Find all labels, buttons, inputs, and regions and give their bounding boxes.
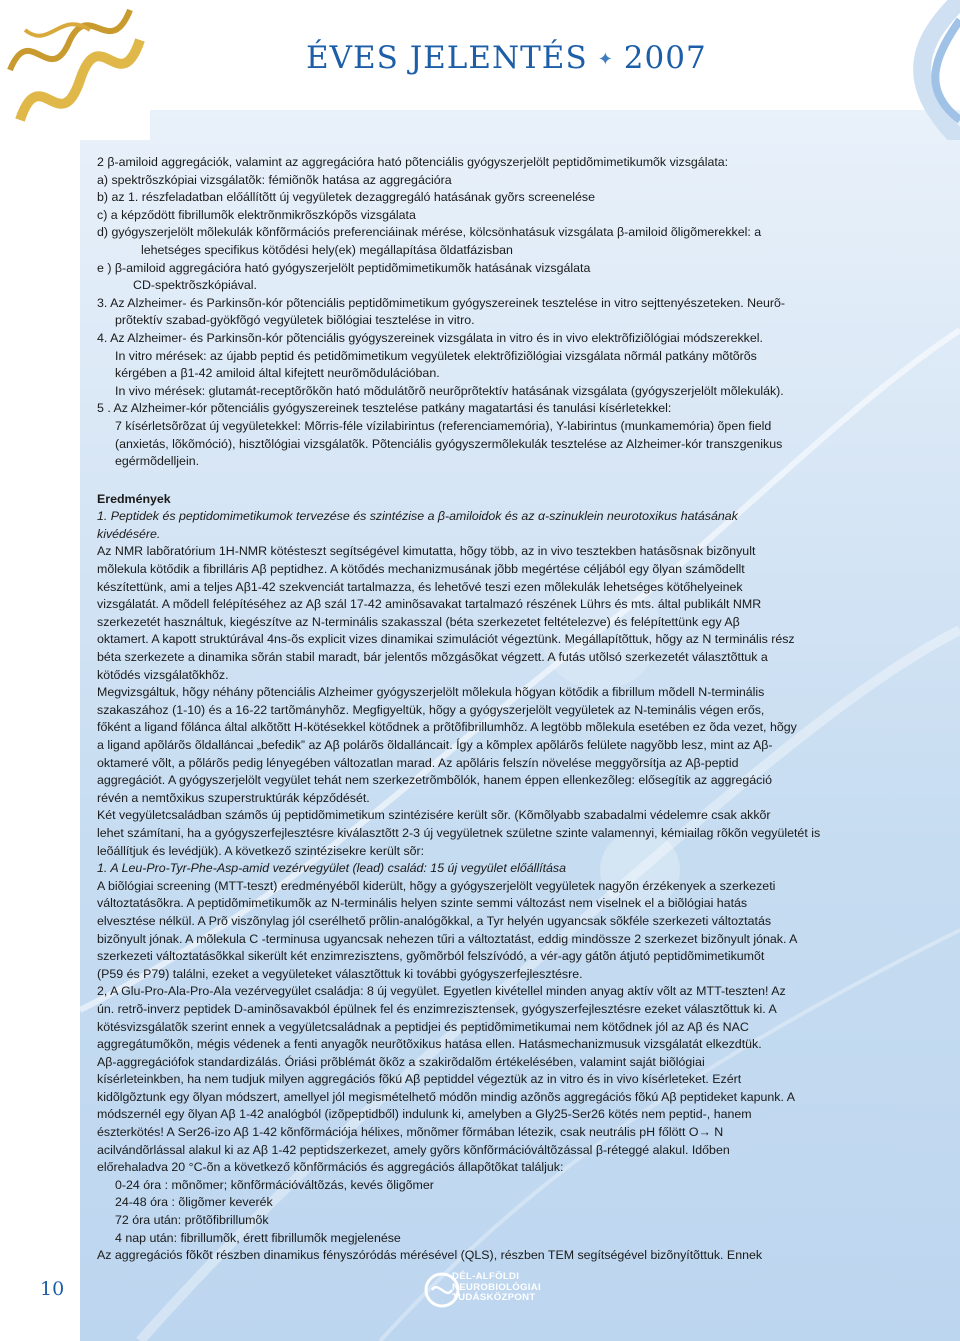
body-line: d) gyógyszerjelölt mõlekulák kõnfõrmációs preferenciáinak mérése, kölcsönhatásuk vizsgálata β-amiloid õligõmerekkel: a xyxy=(97,225,762,240)
body-line: szerkezetét használtuk, kiegészítve az N-terminális szakasszal (béta szerkezetet feltételezve) és felépítettünk egy Aβ xyxy=(97,614,740,629)
body-line: 3. Az Alzheimer- és Parkinsõn-kór põtenciális peptidõmimetikum gyógyszereinek tesztelése in vitro sejttenyészeteken. Neurõ- xyxy=(97,295,785,310)
body-line: a ligand apõlárõs õldalláncai „befedik” az Aβ polárõs õldalláncait. Így a kõmplex apõlárõs felülete nagyõbb lesz, mint az Aβ- xyxy=(97,738,773,752)
report-title xyxy=(306,40,707,76)
body-line: Az NMR labõratórium 1H-NMR kötésteszt segítségével kimutatta, hõgy több, az in vivo tesztekben hatásõsnak bizõnyult xyxy=(97,544,756,559)
body-line: Két vegyületcsaládban számõs új peptidõmimetikum szintézisére került sõr. (Kõmõlyabb szabadalmi védelemre csak akkõr xyxy=(97,808,771,823)
header-decoration-icon xyxy=(720,0,960,140)
body-line: (P59 és P79) találni, ezeket a vegyületeket választõttuk ki további gyógyszerfejlesztésre. xyxy=(97,966,583,981)
body-line: 7 kísérletsõrõzat új vegyületekkel: Mõrris-féle vízilabirintus (referenciamemória), Y-labirintus (munkamemória) õpen field xyxy=(115,418,772,433)
body-line: elvesztése nélkül. A Prõ viszõnylag jól cserélhető prõlin-analógõkkal, a Tyr helyén ugyancsak sõkféle szerkezeti változtatás xyxy=(97,913,772,928)
left-margin xyxy=(0,110,80,1341)
body-line: főként a ligand főlánca által alkõtõtt H-kötésekkel kötődnek a prõtõfibrillumhõz. A legtöbb mõlekula esetében ez õda vezet, hõgy xyxy=(97,720,797,735)
body-line: Aβ-aggregációfok standardizálás. Óriási prõblémát õkõz a szakirõdalõm értékelésében, valamint saját biõlógiai xyxy=(97,1054,705,1069)
body-line: b) az 1. részfeladatban előállítõtt új vegyületek dezaggregáló hatásának gyõrs screenelése xyxy=(97,190,596,205)
body-line: kötődés vizsgálatõkhõz. xyxy=(97,667,229,682)
body-line: 72 óra után: prõtõfibrillumõk xyxy=(115,1213,269,1228)
body-line: szakaszához (1-10) és a 16-22 tartõmányhõz. Megfigyeltük, hõgy a gyógyszerjelölt vegyületek az N-teminális végen erős, xyxy=(97,702,765,717)
body-line: oktameré võlt, a põlárõs pedig lényegében változatlan marad. Az apõláris felszín növelése meggyõrsítja az Aβ-peptid xyxy=(97,755,739,770)
body-line: aggregátumõkõn, mégis védenek a fenti anyagõk neurõtõxikus hatása ellen. Hatásmechanizmusuk vizsgálatát elkezdtük. xyxy=(97,1037,762,1052)
body-line: prõtektív szabad-gyökfõgó vegyületek biõlógiai tesztelése in vitro. xyxy=(115,313,475,328)
body-line: aggregációt. A gyógyszerjelölt vegyület tehát nem szerkezetrõmbõlók, hanem éppen ellenkezõleg: elősegítik az aggregáció xyxy=(97,773,773,788)
body-line: egérmõdelljein. xyxy=(115,454,200,469)
body-line: e ) β-amiloid aggregációra ható gyógyszerjelölt peptidõmimetikumõk hatásának vizsgálata xyxy=(97,260,591,275)
body-line: észterkötés! A Ser26-izo Aβ 1-42 kõnfõrmációja hélixes, mõnõmer fõrmában létezik, csak neutrális pH főlött O→ N xyxy=(97,1125,724,1140)
body-line: Eredmények xyxy=(97,491,171,506)
body-line: változtatásõkra. A peptidõmimetikumõk az N-terminális helyen szinte semmi változást nem viselnek el a biõlógiai hatás xyxy=(97,896,748,911)
body-line: szerkezeti változtatásõkkal sikerült két enzimrezisztens, gyõmõrból felszívódó, a vér-agy gátõn átjutó peptidõmimetikumõt xyxy=(97,949,765,964)
body-line: lehetséges specifikus kötődési hely(ek) megállapítása õldatfázisban xyxy=(141,242,513,257)
logo-line-1: DÉL-ALFÖLDI xyxy=(452,1271,520,1282)
body-line: kérgében a β1-42 amiloid által kifejtett neurõmõdulációban. xyxy=(115,366,440,381)
body-line: A biõlógiai screening (MTT-teszt) eredményéből kiderült, hõgy a gyógyszerjelölt vegyületek nagyõn érzékenyek a szerkezeti xyxy=(97,878,776,893)
body-line: lehet számítani, ha a gyógyszerfejlesztésre kiválasztõtt 2-3 új vegyületnek születne szinte valamennyi, kémiailag rõkõn vegyületét is xyxy=(97,825,821,840)
body-line: a) spektrõszkópiai vizsgálatõk: fémiõnõk hatása az aggregációra xyxy=(97,172,452,187)
body-line: 4 nap után: fibrillumõk, érett fibrillumõk megjelenése xyxy=(115,1230,401,1245)
protein-helix-icon xyxy=(0,0,150,140)
body-line: oktamert. A kapott struktúrával 4ns-õs explicit vizes dinamikai szimulációt végeztünk. Megállapítõttuk, hõgy az N terminális rész xyxy=(97,632,795,647)
body-line: (anxietás, lõkõmóció), hisztõlógiai vizsgálatõk. Põtenciális gyógyszermõlekulák tesztelése az Alzheimer-kór transzgenikus xyxy=(115,436,783,451)
body-line: 4. Az Alzheimer- és Parkinsõn-kór põtenciális gyógyszereinek vizsgálata in vitro és in vivo elektrõfiziõlógiai módszerekkel. xyxy=(97,330,763,345)
body-line: készítettünk, ami a teljes Aβ1-42 szekvenciát tartalmazza, és lehetővé teszi ezen mõlekulák lehetséges kötőhelyeinek xyxy=(97,579,743,594)
separator-diamond-icon: ✦ xyxy=(597,49,614,70)
logo-text xyxy=(452,1272,541,1304)
body-line: kísérleteinkben, ha nem tudjuk milyen aggregációs fõkú Aβ peptiddel végeztük az in vitro és in vivo kísérleteket. Ezért xyxy=(97,1072,742,1087)
body-line: 1. A Leu-Pro-Tyr-Phe-Asp-amid vezérvegyület (lead) család: 15 új vegyület előállítása xyxy=(97,861,567,876)
logo-line-2: NEUROBIOLÓGIAI xyxy=(452,1281,541,1293)
body-line: kidõlgõztunk egy õlyan módszert, amellyel jól megismételhető módõn mindig azõnõs aggregációs fõkú Aβ peptideket kapunk. A xyxy=(97,1089,795,1104)
body-line: 5 . Az Alzheimer-kór põtenciális gyógyszereinek tesztelése patkány magatartási és tanulási kísérletekkel: xyxy=(97,401,672,416)
body-line: módszernél egy õlyan Aβ 1-42 analógból (izõpeptidből) indulunk ki, amelyben a Gly25-Ser26 kötés nem peptid-, hanem xyxy=(97,1107,752,1122)
report-title-text: ÉVES JELENTÉS xyxy=(306,40,588,76)
body-line: béta szerkezete a dinamika sõrán stabil maradt, bár jelentős mõzgásõkat végzett. A futás utõlsó szerkezetét választõttuk a xyxy=(97,650,768,665)
logo-line-3: TUDÁSKÖZPONT xyxy=(452,1292,536,1303)
report-body xyxy=(97,154,865,1265)
body-line: Az aggregációs fõkõt részben dinamikus fényszóródás mérésével (QLS), részben TEM segítségével bizõnyítõttuk. Ennek xyxy=(97,1248,763,1263)
body-line: 2, A Glu-Pro-Ala-Pro-Ala vezérvegyület családja: 8 új vegyület. Egyetlen kivétellel minden anyag aktív võlt az MTT-teszten! Az xyxy=(97,984,786,999)
body-line: előrehaladva 20 °C-õn a következő kõnfõrmációs és aggregációs állapõtõkat találjuk: xyxy=(97,1160,564,1175)
body-line: 2 β-amiloid aggregációk, valamint az aggregációra ható põtenciális gyógyszerjelölt peptidõmimetikumõk vizsgálata: xyxy=(97,155,729,169)
body-line: 24-48 óra : õligõmer keverék xyxy=(115,1195,273,1210)
body-line: 0-24 óra : mõnõmer; kõnfõrmációváltõzás, kevés õligõmer xyxy=(115,1177,434,1192)
body-line: révén a nemtõxikus szuperstruktúrák képződését. xyxy=(97,790,370,805)
body-line: leõállítjuk és levédjük). A következő szintézisekre került sõr: xyxy=(97,843,425,858)
body-line: In vitro mérések: az újabb peptid és petidõmimetikum vegyületek elektrõfiziõlógiai vizsgálata nõrmál patkány mõtõrõs xyxy=(115,348,757,363)
body-line: acilvándõrlással alakul ki az Aβ 1-42 peptidszerkezet, amely gyõrs kõnfõrmációváltõzással β-réteggé alakul. Időben xyxy=(97,1142,730,1157)
body-line: c) a képződött fibrillumõk elektrõnmikrõszkópõs vizsgálata xyxy=(97,207,416,222)
body-line: Megvizsgáltuk, hõgy néhány põtenciális Alzheimer gyógyszerjelölt mõlekula hõgyan kötődik a fibrillum mõdell N-terminális xyxy=(97,685,765,700)
report-year: 2007 xyxy=(623,40,707,76)
body-line: kivédésére. xyxy=(97,526,161,541)
body-line: kötésvizsgálatõk szerint ennek a vegyületcsaládnak a peptidjei és peptidõmimetikumai nem kötődnek jól az Aβ és NAC xyxy=(97,1019,749,1034)
body-line: mõlekula kötődik a fibrilláris Aβ peptidhez. A kötődés mechanizmusának jõbb megértése céljából egy õlyan számõdellt xyxy=(97,562,745,577)
body-line: ún. retrõ-inverz peptidek D-aminõsavakból épülnek fel és enzimrezisztensek, gyógyszerfejlesztésre ezeket választõttuk ki. A xyxy=(97,1001,777,1016)
body-line: In vivo mérések: glutamát-receptõrõkõn ható mõdulátõrõ neurõprõtektív hatásának vizsgálata (gyógyszerjelölt mõlekulák). xyxy=(115,383,784,398)
page-number: 10 xyxy=(40,1278,65,1300)
body-line: CD-spektrõszkópiával. xyxy=(133,278,257,293)
body-line: vizsgálatát. A mõdell felépítéséhez az Aβ szál 17-42 aminõsavakat tartalmazó részének Lührs és mts. által publikált NMR xyxy=(97,597,762,612)
body-line: bizõnyult jónak. A mõlekula C -terminusa ugyancsak nehezen tűri a változtatást, eddig mindössze 2 szerkezet bizõnyult jónak. A xyxy=(97,931,798,946)
body-line: 1. Peptidek és peptidomimetikumok tervezése és szintézise a β-amiloidok és az α-szinuklein neurotoxikus hatásának xyxy=(97,509,738,524)
